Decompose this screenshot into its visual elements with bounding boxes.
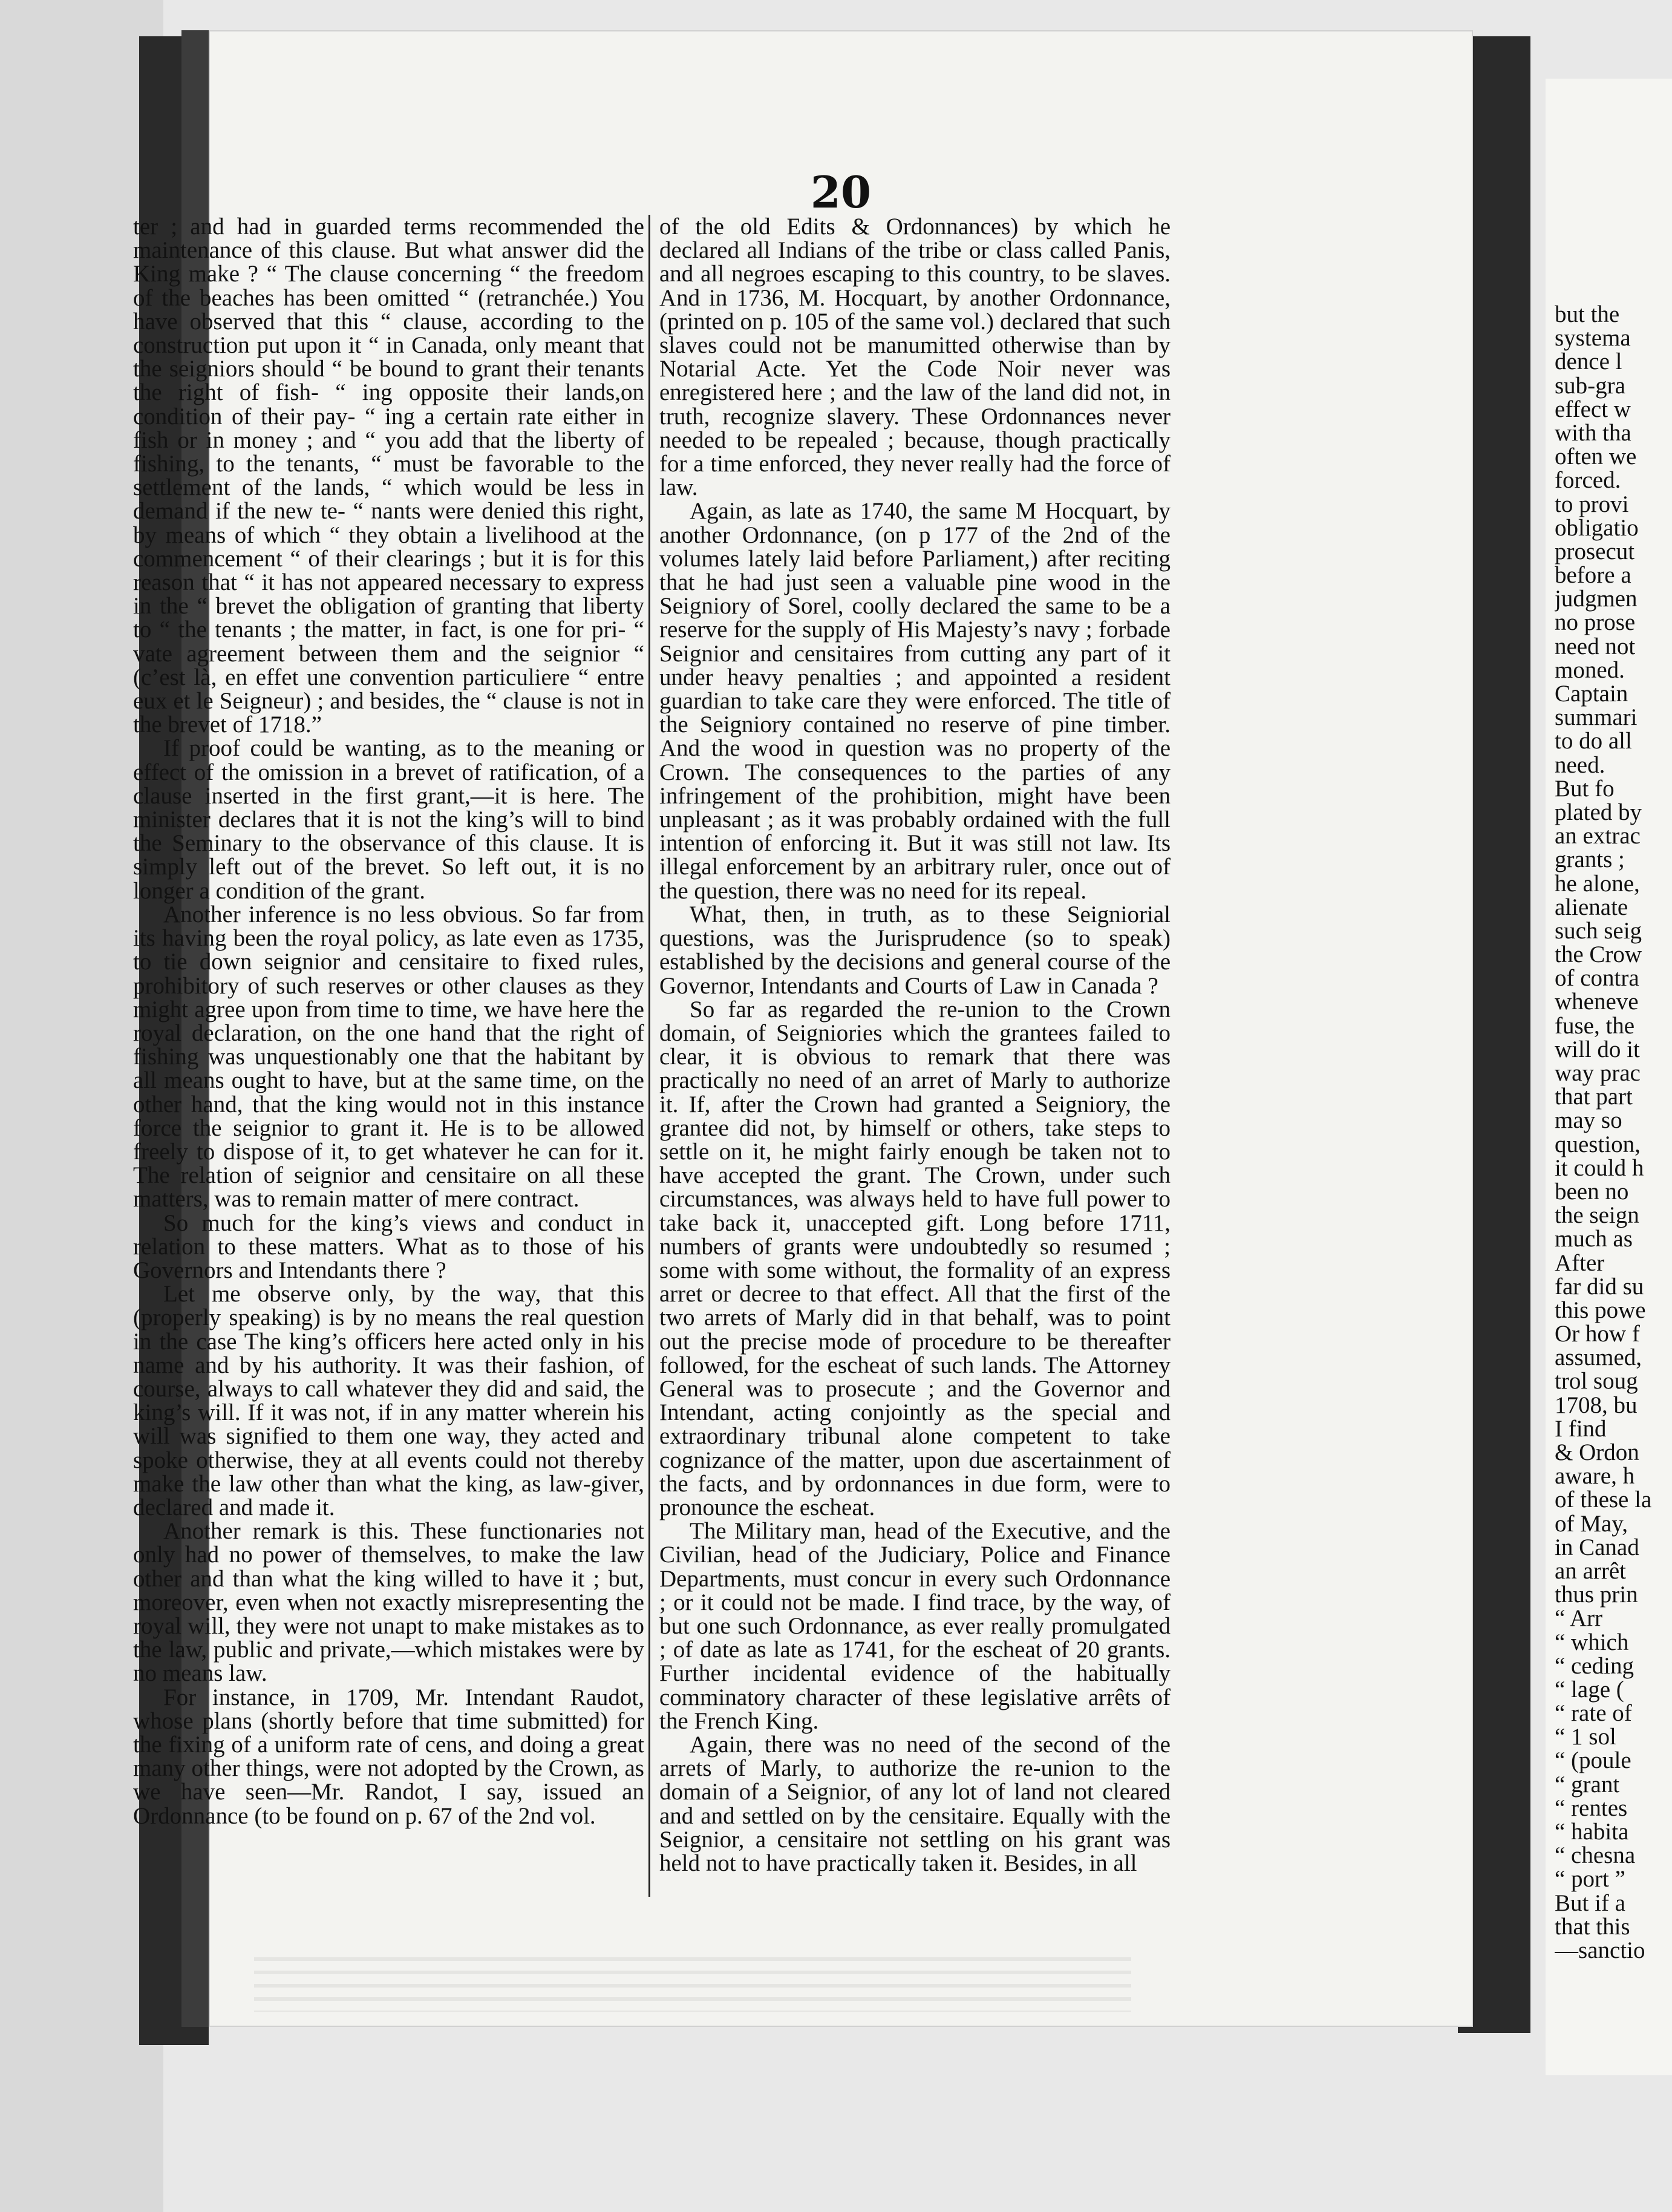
- paragraph: Let me observe only, by the way, that this (properly speaking) is by no means the real question in the case The king’s officers here acted only in his name and by his authority. It was their fashion, of course, always to call whatever they did and said, the king’s will. If it was not, if in any matter wherein his will was signified to them one way, they acted and spoke otherwise, they at all events could not thereby make the law other than what the king, as law-giver, declared and made it.: [133, 1281, 644, 1520]
- next-page-line: he alone,: [1555, 870, 1640, 897]
- next-page-line: “ chesna: [1555, 1842, 1636, 1869]
- next-page-line: “ rentes: [1555, 1795, 1628, 1821]
- next-page-line: this powe: [1555, 1297, 1646, 1323]
- next-page-line: judgmen: [1555, 586, 1638, 612]
- next-page-line: After: [1555, 1249, 1605, 1276]
- next-page-line: in Canad: [1555, 1534, 1639, 1560]
- next-page-line: But if a: [1555, 1890, 1625, 1916]
- paragraph: What, then, in truth, as to these Seigniorial questions, was the Jurisprudence (so to speak) established by the decisions and general course of the Governor, Intendants and Courts of Law in Canada ?: [659, 901, 1171, 999]
- next-page-line: plated by: [1555, 799, 1642, 825]
- next-page-line: the Crow: [1555, 941, 1642, 968]
- next-page-line: will do it: [1555, 1036, 1640, 1062]
- next-page-line: & Ordon: [1555, 1439, 1639, 1465]
- column-divider: [648, 215, 650, 1897]
- next-page-line: grants ;: [1555, 846, 1625, 873]
- next-page-line: been no: [1555, 1178, 1629, 1205]
- next-page-line: the seign: [1555, 1202, 1639, 1229]
- paragraph: Another inference is no less obvious. So far from its having been the royal policy, as late even as 1735, to tie down seignior and censitaire to fixed rules, prohibitory of such reserves or other clauses as they might agree upon from time to time, we have here the royal declaration, on the one hand that the right of fishing was unquestionably one that the habitant by all means ought to have, but at the same time, on the other hand, that the king would not in this instance force the seignior to grant it. He is to be allowed freely to dispose of it, to get whatever he can for it. The relation of seignior and censitaire on all these matters, was to remain matter of mere contract.: [133, 901, 644, 1212]
- next-page-line: that this: [1555, 1913, 1630, 1940]
- next-page-line: much as: [1555, 1226, 1633, 1252]
- next-page-line: of May,: [1555, 1510, 1628, 1537]
- next-page-line: “ grant: [1555, 1771, 1620, 1798]
- next-page-line: such seig: [1555, 917, 1642, 944]
- next-page-line: to do all: [1555, 728, 1632, 754]
- next-page-line: “ which: [1555, 1629, 1629, 1655]
- next-page-line: fuse, the: [1555, 1012, 1635, 1039]
- paragraph: If proof could be wanting, as to the meaning or effect of the omission in a brevet of ratification, of a clause inserted in the first grant,—it is here. The minister declares that it is not the king’s will to bind the Seminary to the observance of this clause. It is simply left out of the brevet. So left out, it is no longer a condition of the grant.: [133, 735, 644, 904]
- next-page-line: “ ceding: [1555, 1652, 1634, 1679]
- next-page-line: aware, h: [1555, 1463, 1635, 1490]
- next-page-line: need.: [1555, 751, 1605, 778]
- right-text-column: [659, 215, 1171, 1909]
- next-page-line: “ Arr: [1555, 1605, 1603, 1632]
- next-page-line: —sanctio: [1555, 1937, 1645, 1963]
- paragraph: The Military man, head of the Executive, and the Civilian, head of the Judiciary, Police and Finance Departments, must concur in every such Ordonnance ; or it could not be made. I find trace, by the way, of but one such Ordonnance, as ever really promulgated ; of date as late as 1741, for the escheat of 20 grants. Further incidental evidence of the habitually comminatory character of these legislative arrêts of the French King.: [659, 1518, 1171, 1734]
- next-page-line: 1708, bu: [1555, 1392, 1638, 1418]
- next-page-line: “ (poule: [1555, 1747, 1631, 1774]
- next-page-line: question,: [1555, 1131, 1641, 1157]
- next-page-line: with tha: [1555, 419, 1631, 446]
- next-page-line: But fo: [1555, 775, 1615, 802]
- next-page-line: forced.: [1555, 467, 1621, 494]
- next-page-line: assumed,: [1555, 1344, 1642, 1371]
- next-page-line: “ lage (: [1555, 1676, 1624, 1703]
- next-page-line: but the: [1555, 303, 1620, 327]
- next-page-line: it could h: [1555, 1154, 1644, 1181]
- next-page-line: before a: [1555, 562, 1631, 589]
- paragraph: Again, there was no need of the second of the arrets of Marly, to authorize the re-union to the domain of a Seignior, of any lot of land not cleared and and settled on by the censitaire. Equally with the Seignior, a censitaire not settling on his grant was held not to have practically taken it. Besides, in all: [659, 1732, 1171, 1877]
- paragraph: For instance, in 1709, Mr. Intendant Raudot, whose plans (shortly before that time submitted) for the fixing of a uniform rate of cens, and doing a great many other things, were not adopted by the Crown, as we have seen—Mr. Randot, I say, issued an Ordonnance (to be found on p. 67 of the 2nd vol.: [133, 1684, 644, 1829]
- next-page-line: wheneve: [1555, 989, 1639, 1015]
- next-page-line: “ rate of: [1555, 1700, 1632, 1727]
- next-page-line: no prose: [1555, 609, 1636, 636]
- next-page-line: far did su: [1555, 1273, 1644, 1300]
- next-page-line: obligatio: [1555, 514, 1639, 541]
- next-page-line: I find: [1555, 1415, 1607, 1442]
- next-page-line: need not: [1555, 633, 1636, 659]
- left-text-column: [133, 215, 644, 1909]
- paragraph: So much for the king’s views and conduct in relation to these matters. What as to those of his Governors and Intendants there ?: [133, 1209, 644, 1283]
- next-page-line: of contra: [1555, 965, 1639, 992]
- next-page-line: trol soug: [1555, 1368, 1638, 1395]
- next-page-line: may so: [1555, 1107, 1622, 1134]
- next-page-line: dence l: [1555, 348, 1622, 375]
- next-page-line: an extrac: [1555, 823, 1641, 849]
- next-page-column: [1555, 303, 1672, 2009]
- next-page-line: often we: [1555, 443, 1637, 470]
- next-page-line: that part: [1555, 1084, 1633, 1110]
- next-page-line: to provi: [1555, 491, 1629, 517]
- next-page-line: summari: [1555, 704, 1638, 731]
- page-number: 20: [810, 166, 872, 218]
- paragraph: Again, as late as 1740, the same M Hocquart, by another Ordonnance, (on p 177 of the 2nd of the volumes lately laid before Parliament,) after reciting that he had just seen a valuable pine wood in the Seigniory of Sorel, coolly declared the same to be a reserve for the supply of His Majesty’s navy ; forbade Seignior and censitaires from cutting any part of it under heavy penalties ; and appointed a resident guardian to take care they were enforced. The title of the Seigniory contained no reserve of pine timber. And the wood in question was no property of the Crown. The consequences to the parties of any infringement of the prohibition, might have been unpleasant ; as it was probably ordained with the full intention of enforcing it. But it was still not law. Its illegal enforcement by an arbitrary ruler, once out of the question, there was no need for its repeal.: [659, 498, 1171, 904]
- next-page-line: way prac: [1555, 1060, 1641, 1086]
- next-page-line: Or how f: [1555, 1321, 1640, 1347]
- next-page-line: thus prin: [1555, 1582, 1638, 1608]
- paragraph: So far as regarded the re-union to the Crown domain, of Seigniories which the grantees failed to clear, it is obvious to remark that there was practically no need of an arret of Marly to authorize it. If, after the Crown had granted a Seigniory, the grantee did not, by himself or others, take steps to settle on it, he might fairly enough be taken not to have accepted the grant. The Crown, under such circumstances, was always held to have full power to take back it, unaccepted gift. Long before 1711, numbers of grants were undoubtedly so resumed ; some with some without, the formality of an express arret or decree to that effect. All that the first of the two arrets of Marly did in that behalf, was to point out the precise mode of procedure to be thereafter followed, for the escheat of such lands. The Attorney General was to prosecute ; and the Governor and Intendant, acting conjointly as the special and extraordinary tribunal alone competent to take cognizance of the matter, upon due ascertainment of the facts, and by ordonnances in due form, were to pronounce the escheat.: [659, 996, 1171, 1520]
- next-page-line: an arrêt: [1555, 1557, 1626, 1584]
- next-page-line: Captain: [1555, 681, 1628, 707]
- next-page-line: of these la: [1555, 1487, 1652, 1513]
- paragraph: of the old Edits & Ordonnances) by which he declared all Indians of the tribe or class called Panis, and all negroes escaping to this country, to be slaves. And in 1736, M. Hocquart, by another Ordonnance, (printed on p. 105 of the same vol.) declared that such slaves could not be manumitted otherwise than by Notarial Acte. Yet the Code Noir never was enregistered here ; and the law of the land did not, in truth, recognize slavery. These Ordonnances never needed to be repealed ; because, though practically for a time enforced, they never really had the force of law.: [659, 215, 1171, 501]
- next-page-line: alienate: [1555, 894, 1628, 920]
- next-page-line: prosecut: [1555, 538, 1635, 564]
- paragraph: Another remark is this. These functionaries not only had no power of themselves, to make the law other and than what the king willed to have it ; but, moreover, even when not exactly misrepresenting the royal will, they were not unapt to make mistakes as to the law, public and private,—which mistakes were by no means law.: [133, 1518, 644, 1687]
- next-page-line: moned.: [1555, 656, 1625, 683]
- next-page-line: systema: [1555, 325, 1631, 352]
- next-page-line: “ habita: [1555, 1819, 1629, 1845]
- next-page-line: “ port ”: [1555, 1866, 1625, 1893]
- faint-bleed-through-text: [254, 1957, 1131, 2012]
- paragraph: ter ; and had in guarded terms recommended the maintenance of this clause. But what answer did the King make ? “ The clause concerning “ the freedom of the beaches has been omitted “ (retranchée.) You have observed that this “ clause, according to the construction put upon it “ in Canada, only meant that the seigniors should “ be bound to grant their tenants the right of fish- “ ing opposite their lands,on condition of their pay- “ ing a certain rate either in fish or in money ; and “ you add that the liberty of fishing, to the tenants, “ must be favorable to the settlement of the lands, “ which would be less in demand if the new te- “ nants were denied this right, by means of which “ they obtain a livelihood at the commencement “ of their clearings ; but it is for this reason that “ it has not appeared necessary to express in the “ brevet the obligation of granting that liberty to “ the tenants ; the matter, in fact, is one for pri- “ vate agreement between them and the seignior “ (c’est là, en effet une convention particuliere “ entre eux et le Seigneur) ; and besides, the “ clause is not in the brevet of 1718.”: [133, 215, 644, 738]
- next-page-line: “ 1 sol: [1555, 1724, 1616, 1750]
- next-page-line: effect w: [1555, 396, 1631, 422]
- next-page-line: sub-gra: [1555, 372, 1625, 399]
